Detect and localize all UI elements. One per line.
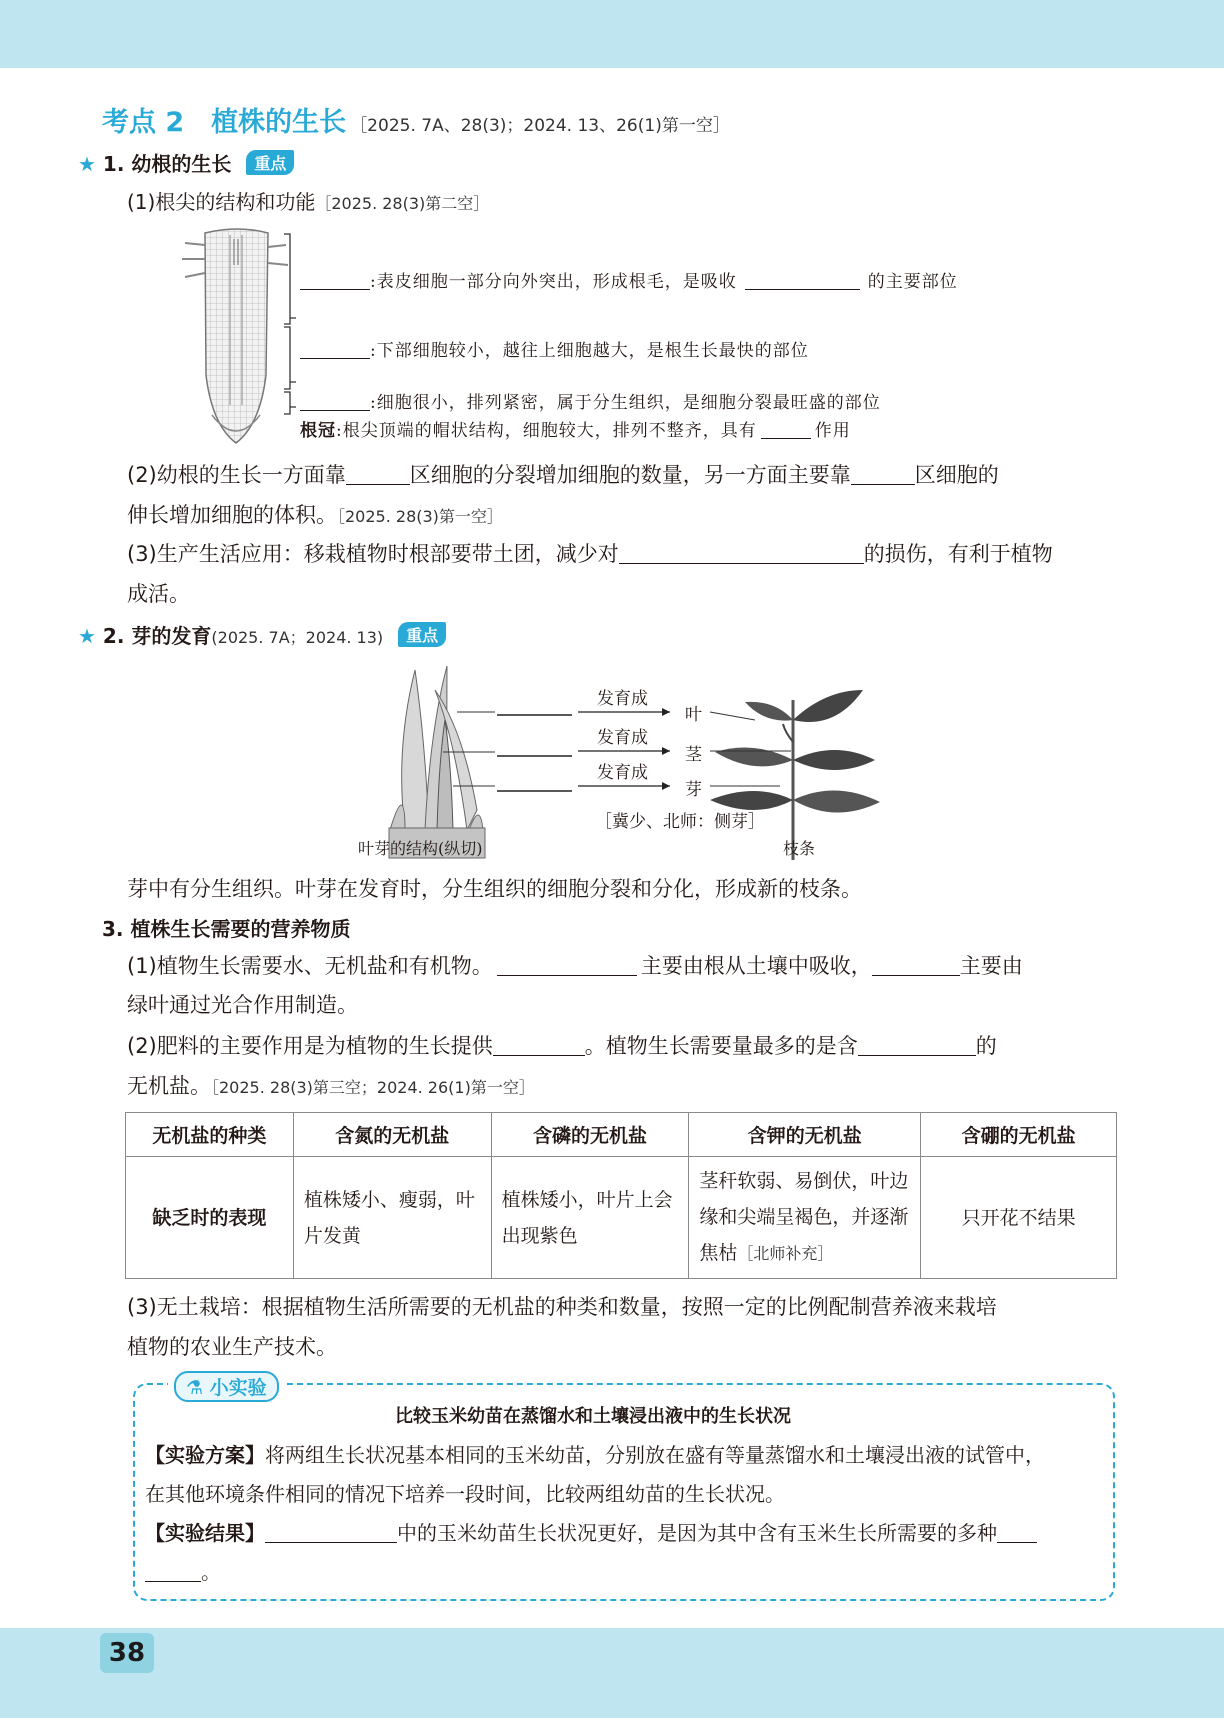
i3p2-text-c: 的 <box>975 1034 997 1058</box>
i3p2-line2-text: 无机盐。 <box>127 1074 211 1098</box>
top-band <box>0 0 1224 68</box>
star-icon: ★ <box>78 152 96 176</box>
zone1-text-b: 的主要部位 <box>867 272 958 292</box>
item2-ref: (2025. 7A；2024. 13) <box>211 628 384 647</box>
nutrient-table <box>125 1112 1117 1279</box>
label-bud: 芽 <box>685 780 702 800</box>
blank-zone2[interactable] <box>300 337 370 359</box>
table-header: 含钾的无机盐 <box>689 1113 921 1157</box>
table-row <box>126 1157 1117 1279</box>
item2-heading <box>78 620 446 649</box>
key-point-badge: 重点 <box>246 150 294 175</box>
section-title <box>102 100 730 139</box>
blank-i3p2-1[interactable] <box>493 1034 585 1056</box>
section-ref: ［2025. 7A、28(3)；2024. 13、26(1)第一空］ <box>350 116 730 136</box>
table-cell-text: 茎秆软弱、易倒伏，叶边缘和尖端呈褐色，并逐渐焦枯 <box>699 1170 909 1264</box>
item3-heading: 3. 植株生长需要的营养物质 <box>102 917 351 941</box>
table-cell: 植株矮小、瘦弱，叶片发黄 <box>293 1157 491 1279</box>
blank-absorb[interactable] <box>745 268 860 290</box>
blank-p2-1[interactable] <box>346 463 410 485</box>
key-point-badge: 重点 <box>398 622 446 647</box>
arrow-label-1: 发育成 <box>597 689 648 709</box>
p3-text-b: 的损伤，有利于植物 <box>863 542 1053 566</box>
caption-leaf-bud: 叶芽的结构(纵切) <box>358 839 483 858</box>
item3-p1-line1 <box>127 947 1023 985</box>
rootcap-label: 根冠 <box>300 421 336 441</box>
blank-result-1[interactable] <box>265 1521 397 1543</box>
item1-sub1-text: (1)根尖的结构和功能 <box>127 190 316 214</box>
item3-p3-line2: 植物的农业生产技术。 <box>127 1335 337 1359</box>
p2-text-a: (2)幼根的生长一方面靠 <box>127 463 346 487</box>
label-leaf: 叶 <box>685 705 702 725</box>
bottom-band <box>0 1628 1224 1718</box>
experiment-plan-line1 <box>145 1436 1045 1474</box>
zone-meristem <box>300 388 881 413</box>
arrow-label-2: 发育成 <box>597 728 648 748</box>
item3-p2-line1 <box>127 1027 997 1065</box>
blank-zone1[interactable] <box>300 268 370 290</box>
caption-twig: 枝条 <box>783 839 816 858</box>
experiment-badge-text: 小实验 <box>209 1377 267 1399</box>
plan-text-1: 将两组生长状况基本相同的玉米幼苗，分别放在盛有等量蒸馏水和土壤浸出液的试管中， <box>265 1443 1045 1467</box>
item2-heading-text: 2. 芽的发育 <box>102 624 212 648</box>
item2-text: 芽中有分生组织。叶芽在发育时，分生组织的细胞分裂和分化，形成新的枝条。 <box>127 877 862 901</box>
zone-elongation <box>300 336 809 361</box>
table-cell: 植株矮小，叶片上会出现紫色 <box>491 1157 689 1279</box>
experiment-plan-line2: 在其他环境条件相同的情况下培养一段时间，比较两组幼苗的生长状况。 <box>145 1482 785 1506</box>
blank-zone3[interactable] <box>300 389 370 411</box>
blank-p3[interactable] <box>619 542 864 564</box>
p2-text-c: 区细胞的 <box>914 463 999 487</box>
p2-ref: ［2025. 28(3)第一空］ <box>337 507 503 526</box>
item3-p3-line1: (3)无土栽培：根据植物生活所需要的无机盐的种类和数量，按照一定的比例配制营养液来栽培 <box>127 1295 997 1319</box>
rootcap-text-a: :根尖顶端的帽状结构，细胞较大，排列不整齐，具有 <box>336 421 757 441</box>
experiment-title: 比较玉米幼苗在蒸馏水和土壤浸出液中的生长状况 <box>395 1406 791 1427</box>
table-cell: 只开花不结果 <box>921 1157 1117 1279</box>
table-cell <box>689 1157 921 1279</box>
zone-rootcap <box>300 416 851 441</box>
page-number: 38 <box>100 1633 154 1673</box>
label-stem: 茎 <box>685 745 702 765</box>
p3-text-a: (3)生产生活应用：移栽植物时根部要带土团，减少对 <box>127 542 619 566</box>
star-icon: ★ <box>78 624 96 648</box>
zone-mature <box>300 267 958 292</box>
item1-sub1-ref: ［2025. 28(3)第二空］ <box>315 194 490 213</box>
experiment-badge <box>168 1371 285 1402</box>
result-end: 。 <box>201 1560 221 1584</box>
i3p1-text-b: 主要由根从土壤中吸收， <box>640 954 872 978</box>
flask-icon: ⚗ <box>186 1377 204 1399</box>
item1-p3-line2 <box>127 575 190 613</box>
blank-result-2b[interactable] <box>145 1560 201 1582</box>
bud-note: ［冀少、北师：侧芽］ <box>595 812 765 832</box>
i3p2-text-b: 。植物生长需要量最多的是含 <box>584 1034 858 1058</box>
blank-result-2a[interactable] <box>997 1521 1037 1543</box>
blank-rootcap[interactable] <box>761 417 811 439</box>
table-cell-note: ［北师补充］ <box>737 1244 834 1263</box>
i3p1-text-c: 主要由 <box>959 954 1023 978</box>
result-text: 中的玉米幼苗生长状况更好，是因为其中含有玉米生长所需要的多种 <box>397 1521 997 1545</box>
zone2-text: :下部细胞较小，越往上细胞越大，是根生长最快的部位 <box>370 341 809 361</box>
item3-p2-line2 <box>127 1067 535 1107</box>
experiment-result-line1 <box>145 1514 1037 1552</box>
table-row-label: 缺乏时的表现 <box>126 1157 294 1279</box>
experiment-result-line2 <box>145 1553 221 1591</box>
zone1-text-a: :表皮细胞一部分向外突出，形成根毛，是吸收 <box>370 272 737 292</box>
blank-p2-2[interactable] <box>851 463 915 485</box>
blank-i3p2-2[interactable] <box>858 1034 976 1056</box>
table-header-row <box>126 1113 1117 1157</box>
table-header: 含硼的无机盐 <box>921 1113 1117 1157</box>
i3p2-text-a: (2)肥料的主要作用是为植物的生长提供 <box>127 1034 493 1058</box>
p2-line2-text: 伸长增加细胞的体积。 <box>127 503 337 527</box>
plan-label: 【实验方案】 <box>145 1443 265 1467</box>
table-header: 含氮的无机盐 <box>293 1113 491 1157</box>
root-zone-braces <box>280 232 302 437</box>
item1-p3-line1 <box>127 535 1053 573</box>
item1-sub1 <box>127 183 489 223</box>
result-label: 【实验结果】 <box>145 1521 265 1545</box>
section-title-text: 考点 2 植株的生长 <box>102 107 347 138</box>
table-header: 含磷的无机盐 <box>491 1113 689 1157</box>
table-header: 无机盐的种类 <box>126 1113 294 1157</box>
root-tip-illustration <box>180 225 290 445</box>
arrow-label-3: 发育成 <box>597 763 648 783</box>
blank-i3p1-1[interactable] <box>497 954 637 976</box>
item3-p1-line2: 绿叶通过光合作用制造。 <box>127 993 358 1017</box>
p2-text-b: 区细胞的分裂增加细胞的数量，另一方面主要靠 <box>409 463 851 487</box>
item1-heading-text: 1. 幼根的生长 <box>102 152 232 176</box>
item1-p2-line1 <box>127 456 999 494</box>
p3-line2-text: 成活。 <box>127 582 190 606</box>
item1-heading <box>78 148 294 177</box>
i3p2-ref: ［2025. 28(3)第三空；2024. 26(1)第一空］ <box>211 1078 535 1097</box>
rootcap-text-b: 作用 <box>814 421 851 441</box>
blank-i3p1-2[interactable] <box>872 954 960 976</box>
item1-p2-line2 <box>127 496 503 536</box>
zone3-text: :细胞很小，排列紧密，属于分生组织，是细胞分裂最旺盛的部位 <box>370 393 881 413</box>
i3p1-text-a: (1)植物生长需要水、无机盐和有机物。 <box>127 954 493 978</box>
